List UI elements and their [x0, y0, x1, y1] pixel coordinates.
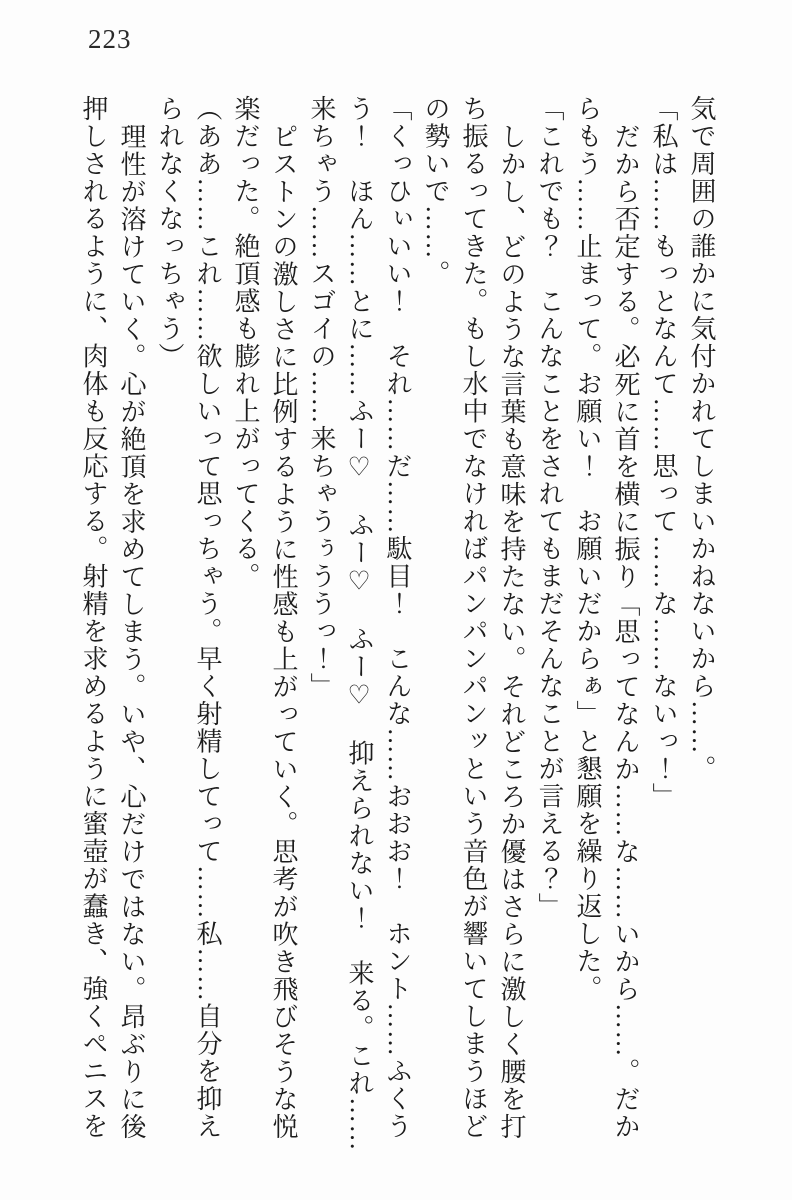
body-text-block [72, 95, 720, 1159]
paragraph: しかし、どのような言葉も意味を持たない。それどころか優はさらに激しく腰を打ち振るってきた。もし水中でなければパンパンパンッという音色が響いてしまうほどの勢いで……。 [421, 95, 526, 1140]
page-number: 223 [88, 24, 132, 54]
paragraph: ピストンの激しさに比例するように性感も上がっていく。思考が吹き飛びそうな悦楽だった。絶頂感も膨れ上がってくる。 [231, 95, 298, 1140]
paragraph: 理性が溶けていく。心が絶頂を求めてしまう。いや、心だけではない。昂ぶりに後押しされるように、肉体も反応する。射精を求めるように蜜壺が蠢き、強くペニスを [79, 95, 146, 1140]
paragraph: 「これでも？ こんなことをされてもまだそんなことが言える？」 [535, 95, 564, 920]
paragraph: 気で周囲の誰かに気付かれてしまいかねないから……。 [687, 95, 716, 783]
paragraph: （ああ……これ……欲しいって思っちゃう。早く射精してって……私……自分を抑えられなくなっちゃう） [155, 95, 222, 1140]
paragraph: だから否定する。必死に首を横に振り「思ってなんか……な……いから……。だからもう……止まって。お願い！ お願いだからぁ」と懇願を繰り返した。 [573, 95, 640, 1140]
paragraph: 「私は……もっとなんて……思って……な……ないっ！」 [649, 95, 678, 810]
paragraph: 「くっひぃいい！ それ……だ……駄目！ こんな……おおお！ ホント……ふくうう！ ほん……とに……ふー♡ ふー♡ ふー♡ 抑えられない！ 来る。これ……来ちゃう……スゴイの……来ちゃうぅううっ！」 [307, 95, 412, 1152]
